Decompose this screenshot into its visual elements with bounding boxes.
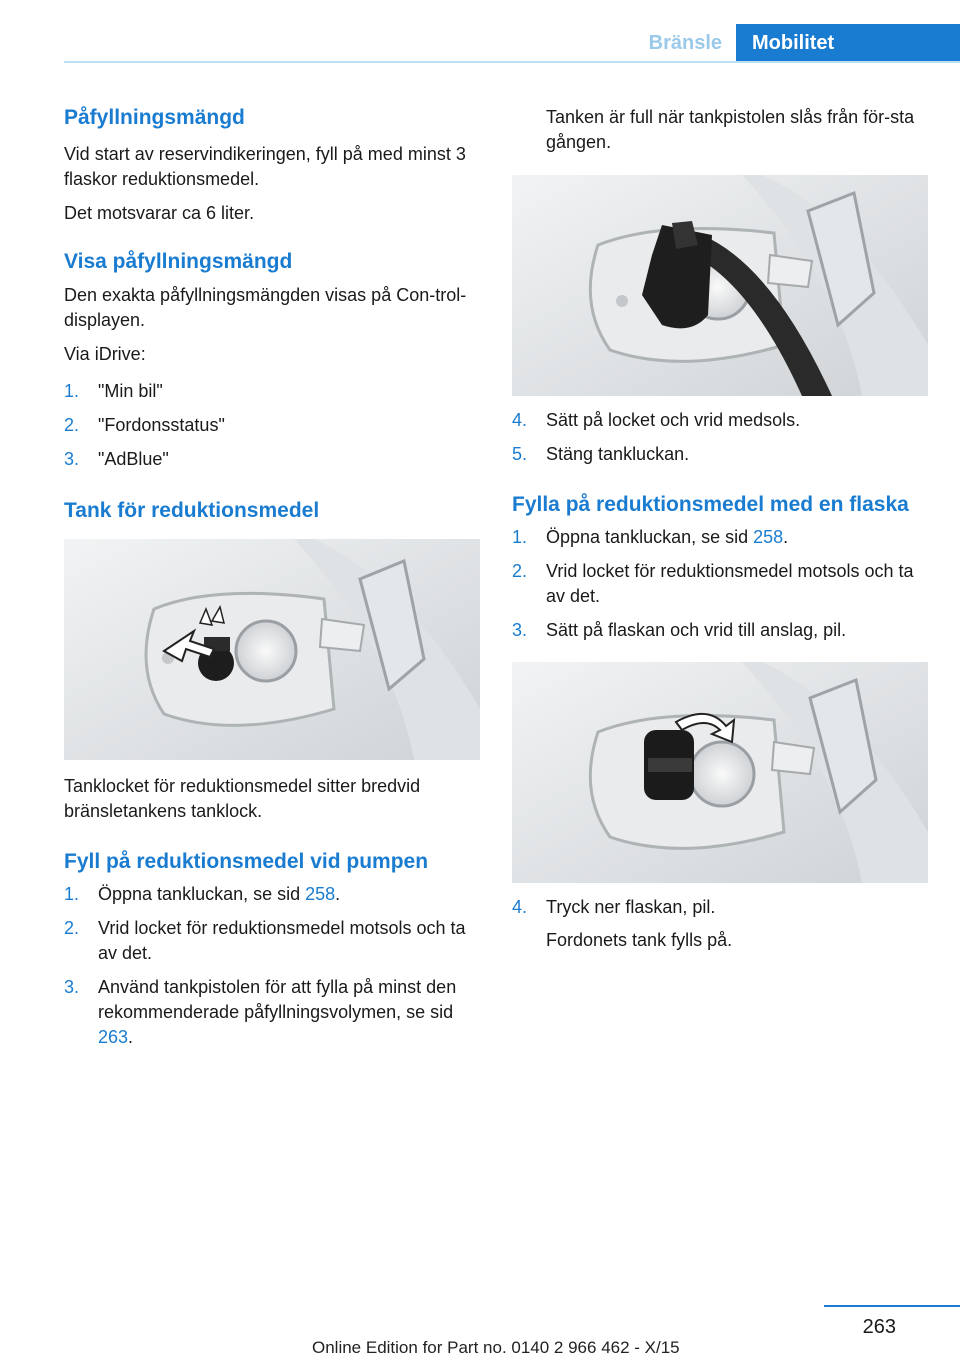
list-number: 4. xyxy=(512,410,528,430)
list-item xyxy=(512,618,928,643)
page-reference-link[interactable]: 263 xyxy=(98,1027,129,1047)
footer-rule xyxy=(824,1305,960,1307)
step-text: Vrid locket för reduktionsmedel motsols och ta av det. xyxy=(98,918,466,963)
step-text: Sätt på locket och vrid medsols. xyxy=(546,410,801,430)
paragraph-liters: Det motsvarar ca 6 liter. xyxy=(64,203,255,223)
list-item xyxy=(512,895,928,920)
header-rule xyxy=(64,61,960,63)
list-number: 2. xyxy=(64,415,80,435)
list-number: 2. xyxy=(64,918,80,938)
list-number: 4. xyxy=(512,897,528,917)
list-item xyxy=(64,882,480,907)
paragraph-reserve: Vid start av reservindikeringen, fyll på med minst 3 flaskor reduktionsmedel. xyxy=(64,144,466,189)
step-text: Sätt på flaskan och vrid till anslag, pil. xyxy=(546,620,847,640)
filler-cap-photo xyxy=(64,539,480,760)
section-title-tank: Tank för reduktionsmedel xyxy=(64,499,320,522)
list-item xyxy=(512,559,928,609)
closing-steps-list xyxy=(512,408,928,467)
chapter-tab-mobility[interactable]: Mobilitet xyxy=(736,24,960,62)
paragraph-tank-full: Tanken är full när tankpistolen slås från för‐sta gången. xyxy=(546,107,915,152)
page-reference-link[interactable]: 258 xyxy=(305,884,336,904)
edition-footer: Online Edition for Part no. 0140 2 966 462 - X/15 xyxy=(312,1338,680,1357)
list-item xyxy=(512,442,928,467)
tank-full-note xyxy=(512,105,928,155)
step-text: . xyxy=(128,1027,134,1047)
list-item xyxy=(64,447,480,472)
list-number: 3. xyxy=(64,449,80,469)
list-number: 2. xyxy=(512,561,528,581)
page-reference-link[interactable]: 258 xyxy=(753,527,784,547)
paragraph-tank-fills: Fordonets tank fylls på. xyxy=(546,930,733,950)
list-item xyxy=(64,413,480,438)
list-item xyxy=(64,975,480,1050)
section-title-fill-with-bottle: Fylla på reduktionsmedel med en flaska xyxy=(512,493,909,516)
step-text: Öppna tankluckan, se sid xyxy=(98,884,306,904)
pump-nozzle-photo xyxy=(512,175,928,396)
paragraph-control-display: Den exakta påfyllningsmängden visas på Con‐trol-displayen. xyxy=(64,285,467,330)
list-number: 3. xyxy=(512,620,528,640)
pump-steps-list xyxy=(64,882,480,1050)
chapter-tab-fuel[interactable]: Bränsle xyxy=(648,32,722,54)
menu-path-text: "AdBlue" xyxy=(98,449,169,469)
list-number: 1. xyxy=(512,527,528,547)
list-number: 5. xyxy=(512,444,528,464)
list-number: 1. xyxy=(64,884,80,904)
list-item xyxy=(512,105,928,155)
section-title-fill-quantity: Påfyllningsmängd xyxy=(64,106,245,129)
list-item xyxy=(512,928,928,953)
menu-path-text: "Fordonsstatus" xyxy=(98,415,225,435)
bottle-steps-list xyxy=(512,525,928,643)
list-item xyxy=(64,916,480,966)
page-number: 263 xyxy=(862,1316,896,1338)
right-column xyxy=(512,98,928,953)
list-item xyxy=(512,525,928,550)
list-item xyxy=(64,379,480,404)
caption-tank-location: Tanklocket för reduktionsmedel sitter bredvid bränsletankens tanklock. xyxy=(64,776,421,821)
step-text: Använd tankpistolen för att fylla på minst den rekommenderade påfyllningsvolymen, se sid xyxy=(98,977,457,1022)
idrive-steps-list xyxy=(64,379,480,472)
step-text: Öppna tankluckan, se sid xyxy=(546,527,754,547)
paragraph-idrive: Via iDrive: xyxy=(64,344,146,364)
left-column xyxy=(64,98,480,1050)
step-text: Vrid locket för reduktionsmedel motsols och ta av det. xyxy=(546,561,914,606)
menu-path-text: "Min bil" xyxy=(98,381,163,401)
final-steps-list xyxy=(512,895,928,953)
bottle-photo xyxy=(512,662,928,883)
section-title-fill-at-pump: Fyll på reduktionsmedel vid pumpen xyxy=(64,850,429,873)
step-text: . xyxy=(335,884,341,904)
step-text: Stäng tankluckan. xyxy=(546,444,690,464)
step-text: . xyxy=(783,527,789,547)
section-title-show-quantity: Visa påfyllningsmängd xyxy=(64,250,293,273)
list-number: 3. xyxy=(64,977,80,997)
list-item xyxy=(512,408,928,433)
step-text: Tryck ner flaskan, pil. xyxy=(546,897,716,917)
list-number: 1. xyxy=(64,381,80,401)
